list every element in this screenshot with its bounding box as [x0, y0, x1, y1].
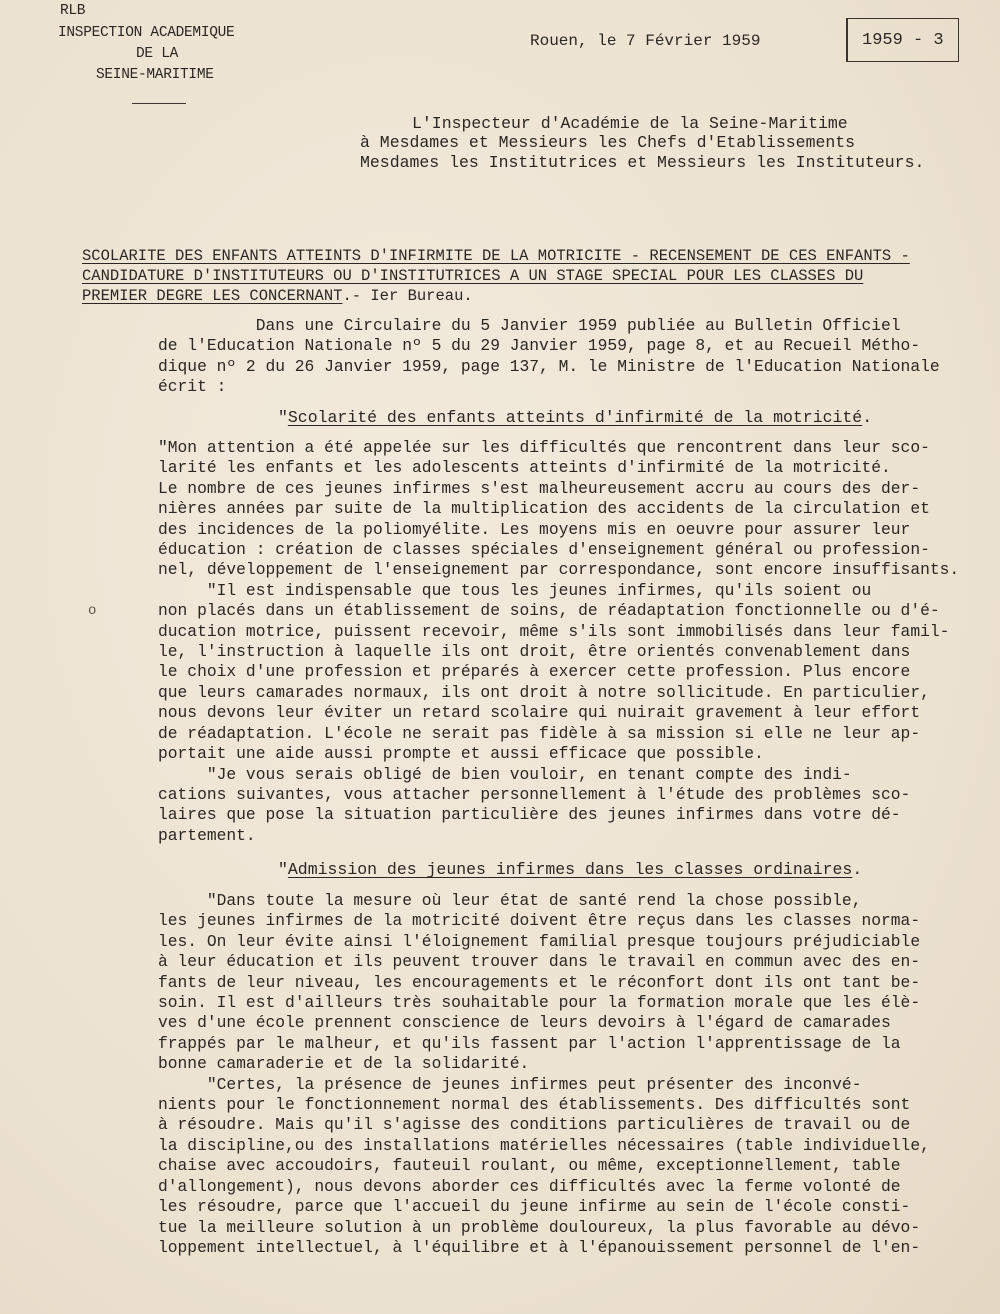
address-line-1: L'Inspecteur d'Académie de la Seine-Maritime: [412, 114, 848, 133]
initials: RLB: [60, 3, 86, 19]
body-line: cations suivantes, vous attacher personnellement à l'étude des problèmes sco-: [158, 784, 911, 804]
body-line: larité les enfants et les adolescents atteints d'infirmité de la motricité.: [158, 458, 891, 478]
org-line-1: INSPECTION ACADEMIQUE: [58, 25, 235, 41]
body-line: nients pour le fonctionnement normal des établissements. Des difficultés sont: [158, 1095, 911, 1115]
body-line: éducation : création de classes spéciales d'enseignement général ou profession-: [158, 540, 930, 560]
section-2-body: [158, 891, 958, 1258]
body-line: "Il est indispensable que tous les jeunes infirmes, qu'ils soient ou: [158, 580, 872, 600]
reference-number: 1959 - 3: [862, 31, 944, 50]
body-line: que leurs camarades normaux, ils ont droit à notre sollicitude. En particulier,: [158, 682, 930, 702]
address-line-3: Mesdames les Institutrices et Messieurs les Instituteurs.: [360, 153, 925, 172]
body-line: les jeunes infirmes de la motricité doivent être reçus dans les classes norma-: [158, 911, 921, 931]
subject-line-3: PREMIER DEGRE LES CONCERNANT: [82, 287, 343, 305]
body-line: tue la meilleure solution à un problème douloureux, la plus favorable au dévo-: [158, 1217, 921, 1237]
body-line: portait une aide aussi prompte et aussi efficace que possible.: [158, 744, 764, 764]
intro-line: dique nº 2 du 26 Janvier 1959, page 137, M. le Ministre de l'Education Nationale: [158, 356, 940, 376]
heading-suffix: .: [862, 408, 873, 427]
reference-box: [846, 18, 959, 62]
body-line: la discipline,ou des installations matérielles nécessaires (table individuelle,: [158, 1135, 930, 1155]
body-line: non placés dans un établissement de soins, de réadaptation fonctionnelle ou d'é-: [158, 601, 940, 621]
body-line: ves d'une école prennent conscience de leurs devoirs à l'égard de camarades: [158, 1013, 891, 1033]
header-rule: [132, 103, 186, 104]
body-line: à leur éducation et ils peuvent trouver dans le travail en commun avec des en-: [158, 952, 921, 972]
body-line: soin. Il est d'ailleurs très souhaitable pour la formation morale que les élè-: [158, 993, 921, 1013]
section-heading-1: [278, 408, 872, 427]
subject-block: [82, 246, 972, 306]
heading-title: Admission des jeunes infirmes dans les classes ordinaires: [287, 860, 853, 879]
section-heading-2: [278, 860, 862, 879]
body-line: de réadaptation. L'école ne serait pas fidèle à sa mission si elle ne leur ap-: [158, 723, 921, 743]
section-1-body: [158, 438, 958, 846]
intro-paragraph: [158, 316, 958, 398]
body-line: nous devons leur éviter un retard scolaire qui nuirait gravement à leur effort: [158, 703, 921, 723]
body-line: d'allongement), nous devons aborder ces difficultés avec la ferme volonté de: [158, 1176, 901, 1196]
intro-line: écrit :: [158, 377, 227, 397]
body-line: Le nombre de ces jeunes infirmes s'est malheureusement accru au cours des der-: [158, 478, 921, 498]
body-line: "Je vous serais obligé de bien vouloir, en tenant compte des indi-: [158, 764, 852, 784]
heading-suffix: .: [852, 860, 863, 879]
subject-suffix: .- Ier Bureau.: [342, 287, 473, 305]
intro-line: Dans une Circulaire du 5 Janvier 1959 publiée au Bulletin Officiel: [158, 316, 901, 335]
org-line-3: SEINE-MARITIME: [96, 67, 214, 83]
body-line: bonne camaraderie et de la solidarité.: [158, 1054, 530, 1074]
body-line: frappés par le malheur, et qu'ils fassent par l'action l'apprentissage de la: [158, 1033, 901, 1053]
body-line: "Dans toute la mesure où leur état de santé rend la chose possible,: [158, 891, 862, 910]
body-line: des incidences de la poliomyélite. Les moyens mis en oeuvre pour assurer leur: [158, 519, 911, 539]
letter-date: Rouen, le 7 Février 1959: [530, 32, 761, 50]
body-line: les. On leur évite ainsi l'éloignement familial presque toujours préjudiciable: [158, 931, 921, 951]
body-line: nières années par suite de la multiplication des accidents de la circulation et: [158, 499, 930, 519]
body-line: laires que pose la situation particulière des jeunes infirmes dans votre dé-: [158, 805, 901, 825]
heading-quote: ": [278, 408, 288, 427]
body-line: partement.: [158, 825, 256, 845]
body-line: à résoudre. Mais qu'il s'agisse des conditions particulières de travail ou de: [158, 1115, 911, 1135]
address-line-2: à Mesdames et Messieurs les Chefs d'Etablissements: [360, 133, 856, 152]
body-line: loppement intellectuel, à l'équilibre et à l'épanouissement personnel de l'en-: [158, 1237, 921, 1257]
body-line: ducation motrice, puissent recevoir, même s'ils sont immobilisés dans leur famil-: [158, 621, 950, 641]
org-line-2: DE LA: [136, 46, 179, 62]
intro-line: de l'Education Nationale nº 5 du 29 Janvier 1959, page 8, et au Recueil Métho-: [158, 336, 921, 356]
body-line: le, l'instruction à laquelle ils ont droit, être orientés convenablement dans: [158, 642, 911, 662]
body-line: chaise avec accoudoirs, fauteuil roulant, ou même, exceptionnellement, table: [158, 1156, 901, 1176]
body-line: les résoudre, parce que l'accueil du jeune infirme au sein de l'école consti-: [158, 1197, 911, 1217]
subject-line-2: CANDIDATURE D'INSTITUTEURS OU D'INSTITUTRICES A UN STAGE SPECIAL POUR LES CLASSES DU: [82, 267, 864, 285]
body-line: nel, développement de l'enseignement par correspondance, sont encore insuffisants.: [158, 560, 960, 580]
margin-mark: o: [88, 603, 97, 619]
body-line: le choix d'une profession et préparés à exercer cette profession. Plus encore: [158, 662, 911, 682]
body-line: "Mon attention a été appelée sur les difficultés que rencontrent dans leur sco-: [158, 438, 930, 457]
body-line: fants de leur niveau, les encouragements et le réconfort dont ils ont tant be-: [158, 972, 921, 992]
heading-quote: ": [278, 860, 288, 879]
body-line: "Certes, la présence de jeunes infirmes peut présenter des inconvé-: [158, 1074, 862, 1094]
heading-title: Scolarité des enfants atteints d'infirmité de la motricité: [287, 408, 863, 427]
subject-line-1: SCOLARITE DES ENFANTS ATTEINTS D'INFIRMITE DE LA MOTRICITE - RECENSEMENT DE CES ENFANTS -: [82, 247, 910, 265]
